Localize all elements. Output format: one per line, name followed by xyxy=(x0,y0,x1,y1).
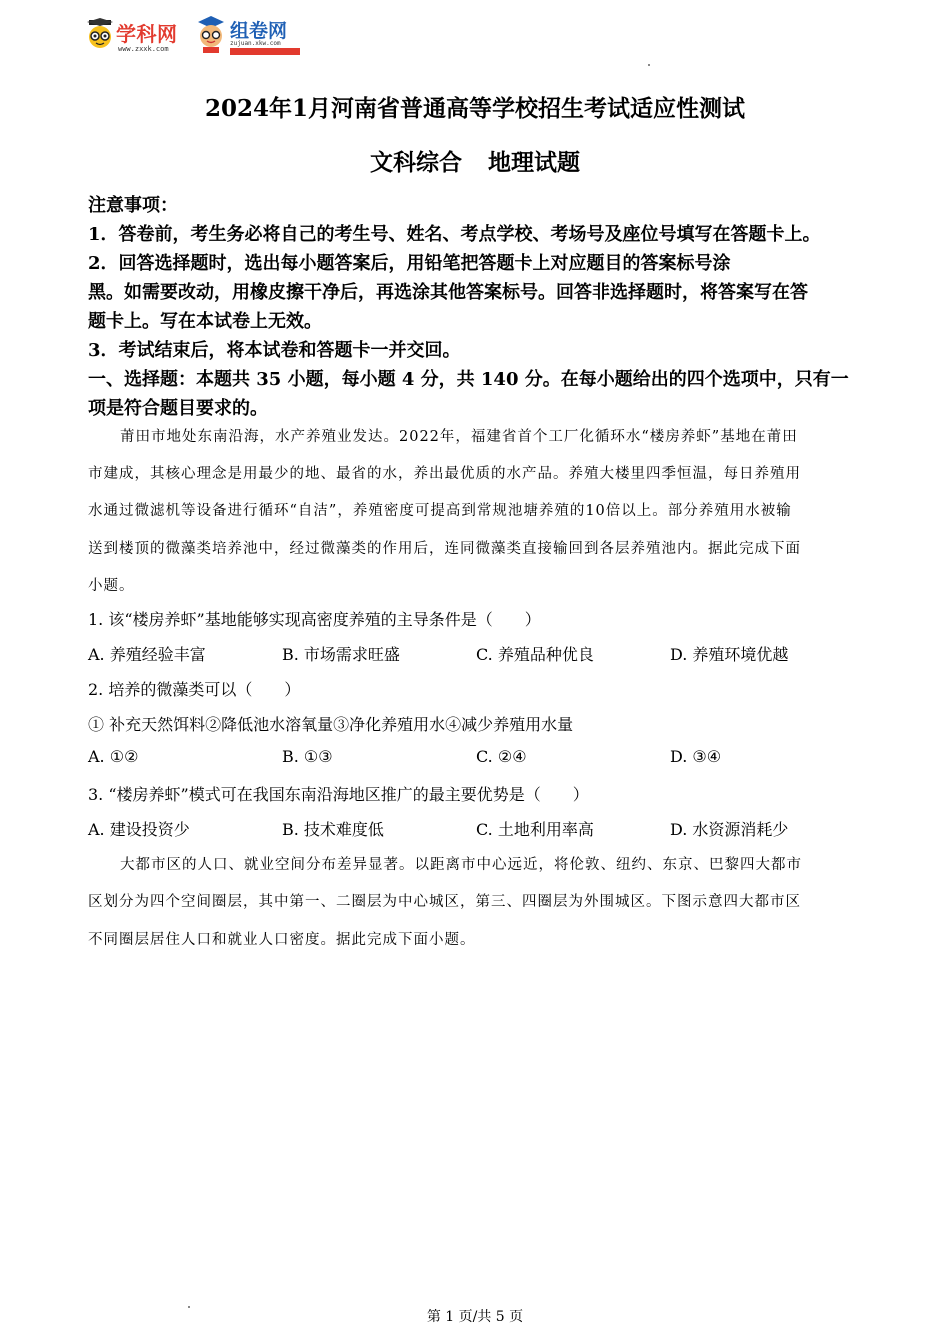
notice-heading: 注意事项： xyxy=(88,195,178,216)
question-1-option-c: C. 养殖品种优良 xyxy=(476,645,594,664)
question-2-choices: ① 补充天然饵料②降低池水溶氧量③净化养殖用水④减少养殖用水量 xyxy=(88,715,574,734)
question-3-stem: 3. “楼房养虾”模式可在我国东南沿海地区推广的最主要优势是（ ） xyxy=(88,785,589,804)
xkw-logo-url: www.zxxk.com xyxy=(118,45,169,53)
notice-item-1: 1．答卷前，考生务必将自己的考生号、姓名、考点学校、考场号及座位号填写在答题卡上。 xyxy=(88,224,821,245)
notice-item-2-cont2: 题卡上。写在本试卷上无效。 xyxy=(88,311,322,332)
zjw-mascot-icon xyxy=(194,14,228,54)
question-1-option-b: B. 市场需求旺盛 xyxy=(282,645,400,664)
section-heading: 一、选择题：本题共 35 小题，每小题 4 分，共 140 分。在每小题给出的四个选项中，只有一 xyxy=(88,369,849,390)
xkw-mascot-icon xyxy=(86,18,114,50)
question-1-option-d: D. 养殖环境优越 xyxy=(670,645,789,664)
question-2-option-b: B. ①③ xyxy=(282,747,333,766)
subtitle-paper: 地理试题 xyxy=(488,149,580,176)
question-2-stem: 2. 培养的微藻类可以（ ） xyxy=(88,680,301,699)
zjw-logo-text: 组卷网 xyxy=(230,20,288,42)
exam-title: 2024年1月河南省普通高等学校招生考试适应性测试 xyxy=(204,95,746,122)
notice-item-2-cont: 黑。如需要改动，用橡皮擦干净后，再选涂其他答案标号。回答非选择题时，将答案写在答 xyxy=(88,282,808,303)
section-heading-cont: 项是符合题目要求的。 xyxy=(88,398,268,419)
notice-item-3: 3．考试结束后，将本试卷和答题卡一并交回。 xyxy=(88,340,461,361)
question-1-option-a: A. 养殖经验丰富 xyxy=(88,645,206,664)
question-3-option-d: D. 水资源消耗少 xyxy=(670,820,789,839)
passage-1-line: 市建成，其核心理念是用最少的地、最省的水，养出最优质的水产品。养殖大楼里四季恒温，每日养殖用 xyxy=(88,466,801,482)
notice-item-2: 2．回答选择题时，选出每小题答案后，用铅笔把答题卡上对应题目的答案标号涂 xyxy=(88,253,731,274)
passage-2-line: 区划分为四个空间圈层，其中第一、二圈层为中心城区，第三、四圈层为外围城区。下图示意四大都市区 xyxy=(88,894,801,910)
passage-1-line: 送到楼顶的微藻类培养池中，经过微藻类的作用后，连同微藻类直接输回到各层养殖池内。据此完成下面 xyxy=(88,541,801,557)
header-logos xyxy=(86,12,316,58)
question-2-option-c: C. ②④ xyxy=(476,747,527,766)
scan-mark xyxy=(648,64,650,66)
question-3-option-c: C. 土地利用率高 xyxy=(476,820,594,839)
question-2-option-a: A. ①② xyxy=(88,747,139,766)
zjw-logo-banner xyxy=(230,48,300,55)
question-3-option-b: B. 技术难度低 xyxy=(282,820,384,839)
exam-subtitle xyxy=(0,144,950,177)
question-2-option-d: D. ③④ xyxy=(670,747,722,766)
passage-2-line: 不同圈层居住人口和就业人口密度。据此完成下面小题。 xyxy=(88,932,476,948)
question-3-option-a: A. 建设投资少 xyxy=(88,820,190,839)
subtitle-subject: 文科综合 xyxy=(370,149,462,176)
question-1-stem: 1. 该“楼房养虾”基地能够实现高密度养殖的主导条件是（ ） xyxy=(88,610,541,629)
page-number: 第 1 页/共 5 页 xyxy=(426,1309,524,1325)
zjw-logo-url: zujuan.xkw.com xyxy=(230,40,281,47)
passage-1-line: 小题。 xyxy=(88,578,135,594)
passage-1-line: 莆田市地处东南沿海，水产养殖业发达。2022年，福建省首个工厂化循环水“楼房养虾”基地在莆田 xyxy=(120,429,798,445)
passage-2-line: 大都市区的人口、就业空间分布差异显著。以距离市中心远近，将伦敦、纽约、东京、巴黎四大都市 xyxy=(120,857,802,873)
passage-1-line: 水通过微滤机等设备进行循环“自洁”，养殖密度可提高到常规池塘养殖的10倍以上。部分养殖用水被输 xyxy=(88,503,792,519)
xkw-logo-text: 学科网 xyxy=(116,22,178,46)
